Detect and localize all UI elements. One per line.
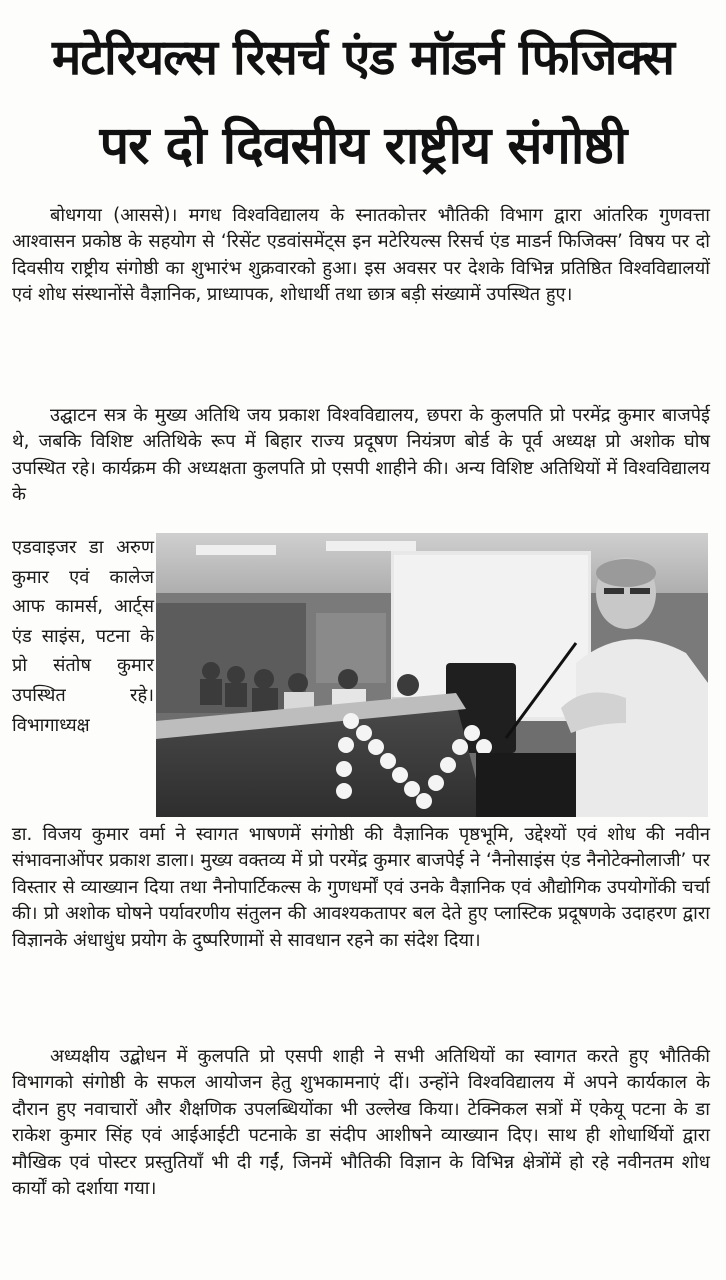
article-paragraph-3: डा. विजय कुमार वर्मा ने स्वागत भाषणमें संगोष्ठी की वैज्ञानिक पृष्ठभूमि, उद्देश्यों एवं शोध की नवीन संभावनाओंपर प्रकाश डाला। मुख्य वक्तव्य में प्रो परमेंद्र कुमार बाजपेई ने ‘नैनोसाइंस एंड नैनोटेक्नोलाजी’ पर विस्तार से व्याख्यान दिया तथा नैनोपार्टिकल्स के गुणधर्मों एवं उनके वैज्ञानिक एवं औद्योगिक उपयोगोंकी चर्चा की। प्रो अशोक घोषने पर्यावरणीय संतुलन की आवश्यकतापर बल देते हुए प्लास्टिक प्रदूषणके उदाहरण द्वारा विज्ञानके अंधाधुंध प्रयोग के दुष्परिणामों से सावधान रहने का संदेश दिया। — [12, 824, 710, 951]
article-wrap-text: एडवाइजर डा अरुण कुमार एवं कालेज आफ कामर्स, आर्ट्स एंड साइंस, पटना के प्रो संतोष कुमार उपस्थित रहे। विभागाध्यक्ष — [12, 537, 154, 736]
article-paragraph-4: अध्यक्षीय उद्बोधन में कुलपति प्रो एसपी शाही ने सभी अतिथियों का स्वागत करते हुए भौतिकी विभागको संगोष्ठी के सफल आयोजन हेतु शुभकामनाएं दीं। उन्होंने विश्वविद्यालय में अपने कार्यकाल के दौरान हुए नवाचारों और शैक्षणिक उपलब्धियोंका भी उल्लेख किया। टेक्निकल सत्रों में एकेयू पटना के डा राकेश कुमार सिंह एवं आईआईटी पटनाके डा संदीप आशीषने व्याख्यान दिए। साथ ही शोधार्थियों द्वारा मौखिक एवं पोस्टर प्रस्तुतियाँ भी दी गईं, जिनमें भौतिकी विज्ञान के विभिन्न क्षेत्रोंमें हो रहे नवीनतम शोध कार्यों को दर्शाया गया। — [12, 1046, 710, 1200]
article-paragraph-2: उद्घाटन सत्र के मुख्य अतिथि जय प्रकाश विश्वविद्यालय, छपरा के कुलपति प्रो परमेंद्र कुमार बाजपेई थे, जबकि विशिष्ट अतिथिके रूप में बिहार राज्य प्रदूषण नियंत्रण बोर्ड के पूर्व अध्यक्ष प्रो अशोक घोष उपस्थित रहे। कार्यक्रम की अध्यक्षता कुलपति प्रो एसपी शाहीने की। अन्य विशिष्ट अतिथियों में विश्वविद्यालय के — [12, 405, 710, 506]
headline-line-2: पर दो दिवसीय राष्ट्रीय संगोष्ठी — [99, 116, 627, 176]
seminar-photo — [156, 533, 708, 817]
headline-line-1: मटेरियल्स रिसर्च एंड मॉडर्न फिजिक्स — [52, 29, 674, 86]
seminar-photo-illustration — [156, 533, 708, 817]
article-paragraph-1: बोधगया (आससे)। मगध विश्वविद्यालय के स्नातकोत्तर भौतिकी विभाग द्वारा आंतरिक गुणवत्ता आश्वासन प्रकोष्ठ के सहयोग से ‘रिसेंट एडवांसमेंट्स इन मटेरियल्स रिसर्च एंड माडर्न फिजिक्स’ विषय पर दो दिवसीय राष्ट्रीय संगोष्ठी का शुभारंभ शुक्रवारको हुआ। इस अवसर पर देशके विभिन्न प्रतिष्ठित विश्वविद्यालयों एवं शोध संस्थानोंसे वैज्ञानिक, प्राध्यापक, शोधार्थी तथा छात्र बड़ी संख्यामें उपस्थित हुए। — [12, 205, 710, 306]
